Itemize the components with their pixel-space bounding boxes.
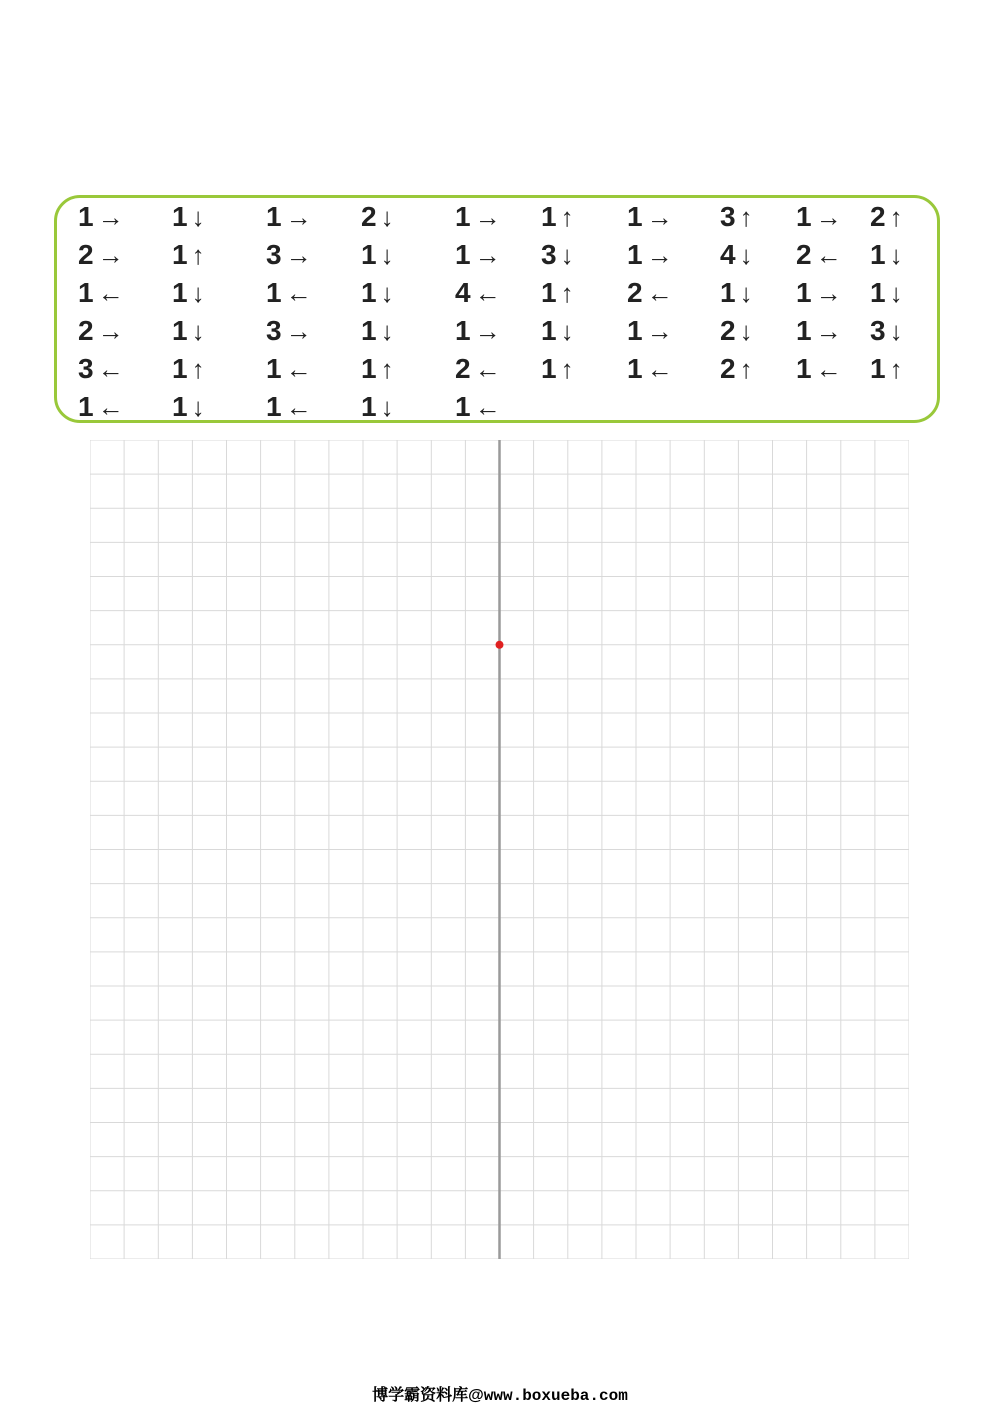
step-count: 1 (172, 353, 188, 384)
step-count: 1 (361, 315, 377, 346)
step-count: 1 (172, 277, 188, 308)
step-count: 1 (361, 239, 377, 270)
instruction-step (172, 278, 205, 308)
step-count: 1 (796, 315, 812, 346)
direction-arrow-icon: ← (474, 354, 501, 384)
step-count: 1 (78, 391, 94, 422)
step-count: 1 (266, 277, 282, 308)
instruction-step (720, 316, 753, 346)
direction-arrow-icon: → (97, 316, 124, 346)
step-count: 1 (541, 277, 557, 308)
instruction-step (78, 392, 124, 422)
direction-arrow-icon: ↓ (739, 316, 753, 346)
step-count: 1 (266, 201, 282, 232)
step-count: 2 (78, 239, 94, 270)
instruction-step (361, 392, 394, 422)
instruction-step (720, 354, 753, 384)
step-count: 2 (627, 277, 643, 308)
step-count: 3 (541, 239, 557, 270)
step-count: 1 (720, 277, 736, 308)
instruction-step (720, 202, 753, 232)
step-count: 2 (720, 353, 736, 384)
direction-arrow-icon: ↓ (191, 316, 205, 346)
instruction-step (455, 202, 501, 232)
direction-arrow-icon: ↓ (739, 240, 753, 270)
direction-arrow-icon: ↑ (739, 354, 753, 384)
step-count: 1 (361, 277, 377, 308)
instruction-step (796, 316, 842, 346)
step-count: 1 (541, 201, 557, 232)
instruction-step (720, 240, 753, 270)
step-count: 2 (870, 201, 886, 232)
direction-arrow-icon: → (815, 278, 842, 308)
direction-arrow-icon: ↓ (380, 202, 394, 232)
step-count: 1 (266, 353, 282, 384)
direction-arrow-icon: → (646, 202, 673, 232)
direction-arrow-icon: ↑ (739, 202, 753, 232)
start-point-dot (496, 641, 504, 649)
direction-arrow-icon: → (815, 316, 842, 346)
instruction-step (870, 202, 903, 232)
step-count: 1 (172, 239, 188, 270)
instruction-step (796, 278, 842, 308)
step-count: 1 (78, 277, 94, 308)
direction-arrow-icon: ↓ (889, 278, 903, 308)
instruction-step (541, 354, 574, 384)
direction-arrow-icon: ← (815, 240, 842, 270)
step-count: 1 (870, 277, 886, 308)
direction-arrow-icon: → (815, 202, 842, 232)
direction-arrow-icon: ↑ (380, 354, 394, 384)
step-count: 3 (78, 353, 94, 384)
direction-arrow-icon: ↓ (380, 316, 394, 346)
step-count: 3 (720, 201, 736, 232)
direction-arrow-icon: ← (646, 354, 673, 384)
step-count: 1 (541, 353, 557, 384)
instruction-step (266, 278, 312, 308)
direction-arrow-icon: → (474, 202, 501, 232)
instruction-step (541, 278, 574, 308)
direction-arrow-icon: ← (285, 278, 312, 308)
step-count: 1 (627, 315, 643, 346)
step-count: 1 (627, 353, 643, 384)
step-count: 1 (172, 315, 188, 346)
instruction-step (455, 316, 501, 346)
step-count: 1 (796, 353, 812, 384)
instruction-step (266, 316, 312, 346)
direction-arrow-icon: ↑ (560, 278, 574, 308)
instruction-step (627, 202, 673, 232)
direction-arrow-icon: ↓ (191, 278, 205, 308)
drawing-grid (90, 440, 909, 1259)
direction-arrow-icon: ↑ (889, 202, 903, 232)
direction-arrow-icon: ↑ (560, 202, 574, 232)
footer-site: www.boxueba.com (483, 1387, 628, 1405)
step-count: 3 (870, 315, 886, 346)
direction-arrow-icon: ↓ (560, 240, 574, 270)
instruction-step (627, 354, 673, 384)
direction-arrow-icon: ↓ (560, 316, 574, 346)
direction-arrow-icon: → (285, 202, 312, 232)
instruction-step (627, 240, 673, 270)
step-count: 2 (361, 201, 377, 232)
direction-arrow-icon: ↓ (380, 240, 394, 270)
direction-arrow-icon: ← (815, 354, 842, 384)
instruction-step (541, 240, 574, 270)
step-count: 2 (78, 315, 94, 346)
direction-arrow-icon: → (285, 316, 312, 346)
step-count: 1 (266, 391, 282, 422)
instruction-step (455, 240, 501, 270)
instruction-step (720, 278, 753, 308)
instruction-step (78, 278, 124, 308)
instruction-step (172, 354, 205, 384)
step-count: 2 (455, 353, 471, 384)
instruction-step (361, 354, 394, 384)
instruction-step (870, 316, 903, 346)
instruction-step (78, 354, 124, 384)
instruction-step (266, 354, 312, 384)
direction-arrow-icon: ↓ (191, 202, 205, 232)
direction-arrow-icon: ← (285, 354, 312, 384)
direction-arrow-icon: ↓ (889, 316, 903, 346)
step-count: 1 (78, 201, 94, 232)
instruction-step (172, 392, 205, 422)
instruction-step (541, 202, 574, 232)
direction-arrow-icon: ← (97, 278, 124, 308)
direction-arrow-icon: ↓ (380, 392, 394, 422)
step-count: 2 (720, 315, 736, 346)
direction-arrow-icon: ← (474, 392, 501, 422)
direction-arrow-icon: → (474, 316, 501, 346)
step-count: 1 (796, 201, 812, 232)
instruction-step (455, 392, 501, 422)
step-count: 1 (796, 277, 812, 308)
direction-arrow-icon: ↓ (191, 392, 205, 422)
step-count: 4 (720, 239, 736, 270)
direction-arrow-icon: → (474, 240, 501, 270)
instruction-step (870, 354, 903, 384)
step-count: 1 (870, 239, 886, 270)
direction-arrow-icon: → (285, 240, 312, 270)
instruction-step (266, 240, 312, 270)
direction-arrow-icon: ↓ (889, 240, 903, 270)
direction-arrow-icon: ← (285, 392, 312, 422)
instruction-step (796, 354, 842, 384)
step-count: 3 (266, 239, 282, 270)
step-count: 1 (172, 201, 188, 232)
step-count: 1 (455, 391, 471, 422)
instruction-step (455, 354, 501, 384)
step-count: 1 (361, 353, 377, 384)
direction-arrow-icon: ← (474, 278, 501, 308)
instruction-step (361, 240, 394, 270)
step-count: 1 (172, 391, 188, 422)
instruction-step (361, 202, 394, 232)
instruction-step (172, 316, 205, 346)
direction-arrow-icon: ↑ (191, 240, 205, 270)
direction-arrow-icon: ↑ (560, 354, 574, 384)
instruction-step (78, 316, 124, 346)
instruction-step (870, 240, 903, 270)
direction-arrow-icon: ← (97, 354, 124, 384)
instruction-step (627, 316, 673, 346)
direction-arrow-icon: ← (97, 392, 124, 422)
instruction-step (361, 278, 394, 308)
instruction-step (361, 316, 394, 346)
direction-arrow-icon: ↑ (191, 354, 205, 384)
step-count: 1 (541, 315, 557, 346)
instruction-step (78, 202, 124, 232)
instruction-step (870, 278, 903, 308)
instruction-step (266, 392, 312, 422)
instruction-step (627, 278, 673, 308)
step-count: 1 (627, 239, 643, 270)
direction-arrow-icon: ↑ (889, 354, 903, 384)
direction-arrow-icon: → (646, 316, 673, 346)
step-count: 2 (796, 239, 812, 270)
instruction-step (78, 240, 124, 270)
instruction-step (266, 202, 312, 232)
step-count: 1 (361, 391, 377, 422)
instruction-step (796, 202, 842, 232)
step-count: 1 (455, 315, 471, 346)
step-count: 1 (455, 201, 471, 232)
instruction-step (172, 202, 205, 232)
step-count: 1 (455, 239, 471, 270)
direction-arrow-icon: → (97, 202, 124, 232)
step-count: 4 (455, 277, 471, 308)
footer (0, 1382, 1000, 1405)
footer-label: 博学霸资料库@ (372, 1387, 484, 1404)
step-count: 1 (627, 201, 643, 232)
instruction-step (796, 240, 842, 270)
direction-arrow-icon: ↓ (380, 278, 394, 308)
instruction-step (455, 278, 501, 308)
direction-arrow-icon: → (646, 240, 673, 270)
instruction-step (172, 240, 205, 270)
direction-arrow-icon: ← (646, 278, 673, 308)
direction-arrow-icon: ↓ (739, 278, 753, 308)
direction-arrow-icon: → (97, 240, 124, 270)
step-count: 1 (870, 353, 886, 384)
instruction-step (541, 316, 574, 346)
step-count: 3 (266, 315, 282, 346)
